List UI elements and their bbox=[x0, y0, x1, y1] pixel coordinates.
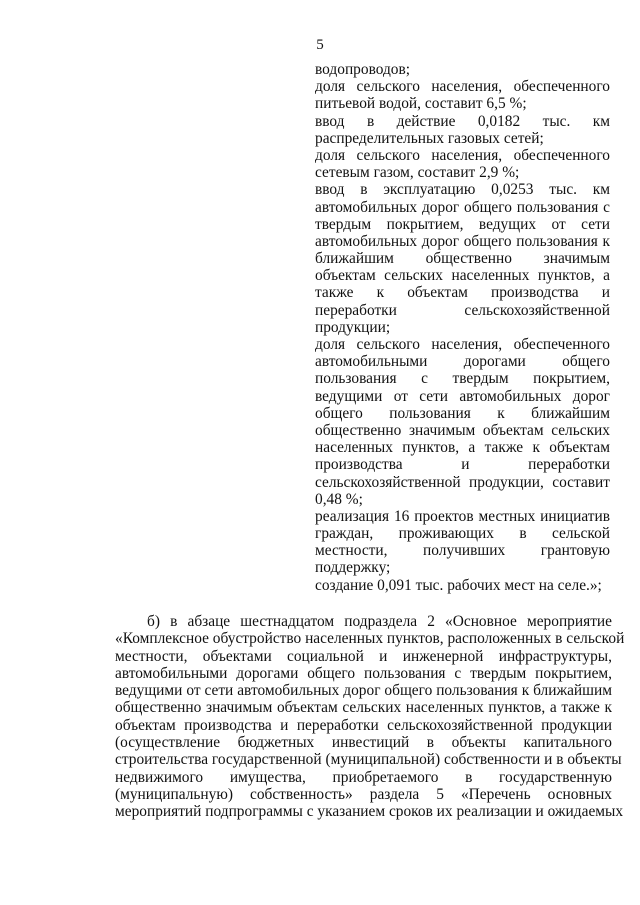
amendment-paragraph bbox=[115, 613, 625, 821]
quoted-text-line: распределительных газовых сетей; bbox=[315, 129, 544, 147]
quoted-text-line: общего пользования к ближайшим bbox=[315, 404, 610, 422]
quoted-text-line: населенных пунктов, а также к объектам bbox=[315, 439, 610, 457]
paragraph-line: строительства государственной (муниципальной) собственности и в объекты bbox=[115, 751, 622, 769]
quoted-text-line: пользования с твердым покрытием, bbox=[315, 370, 610, 388]
quoted-text-line: ближайшим общественно значимым bbox=[315, 250, 610, 268]
quoted-text-line: сельскохозяйственной продукции, составит bbox=[315, 473, 610, 491]
quoted-text-line: реализация 16 проектов местных инициатив bbox=[315, 507, 610, 525]
paragraph-line: ведущими от сети автомобильных дорог общего пользования к ближайшим bbox=[115, 682, 612, 700]
quoted-text-line: сетевым газом, составит 2,9 %; bbox=[315, 164, 520, 182]
quoted-text-line: автомобильных дорог общего пользования к bbox=[315, 232, 610, 250]
paragraph-line: недвижимого имущества, приобретаемого в государственную bbox=[115, 768, 612, 786]
quoted-text-line: объектам сельских населенных пунктов, а bbox=[315, 267, 610, 285]
quoted-text-line: питьевой водой, составит 6,5 %; bbox=[315, 95, 527, 113]
quoted-text-line: автомобильными дорогами общего bbox=[315, 353, 610, 371]
paragraph-line: мероприятий подпрограммы с указанием сроков их реализации и ожидаемых bbox=[115, 803, 624, 821]
quoted-text-line: автомобильных дорог общего пользования с bbox=[315, 198, 610, 216]
quoted-text-line: общественно значимым объектам сельских bbox=[315, 421, 610, 439]
paragraph-line: (осуществление бюджетных инвестиций в объекты капитального bbox=[115, 734, 612, 752]
quoted-text-line: водопроводов; bbox=[315, 61, 411, 78]
paragraph-line: «Комплексное обустройство населенных пунктов, расположенных в сельской bbox=[115, 630, 625, 648]
quoted-text-line: ввод в действие 0,0182 тыс. км bbox=[315, 112, 610, 130]
paragraph-line: (муниципальную) собственность» раздела 5 «Перечень основных bbox=[115, 785, 612, 803]
quoted-text-line: граждан, проживающих в сельской bbox=[315, 525, 610, 543]
quoted-text-line: продукции; bbox=[315, 318, 391, 336]
paragraph-line: б) в абзаце шестнадцатом подраздела 2 «Основное мероприятие bbox=[147, 613, 612, 630]
quoted-text-line: местности, получивших грантовую bbox=[315, 542, 610, 560]
paragraph-line: местности, объектами социальной и инженерной инфраструктуры, bbox=[115, 647, 612, 665]
quoted-text-line: 0,48 %; bbox=[315, 490, 363, 508]
quoted-text-line: доля сельского населения, обеспеченного bbox=[315, 78, 610, 96]
quoted-text-line: производства и переработки bbox=[315, 456, 610, 474]
quoted-text-line: доля сельского населения, обеспеченного bbox=[315, 146, 610, 164]
paragraph-line: объектам производства и переработки сельскохозяйственной продукции bbox=[115, 716, 612, 734]
quoted-text-line: ввод в эксплуатацию 0,0253 тыс. км bbox=[315, 181, 610, 199]
quoted-text-line: ведущими от сети автомобильных дорог bbox=[315, 387, 610, 405]
paragraph-line: общественно значимым объектам сельских населенных пунктов, а также к bbox=[115, 699, 612, 717]
quoted-text-line: твердым покрытием, ведущих от сети bbox=[315, 215, 610, 233]
quoted-text-line: также к объектам производства и bbox=[315, 284, 610, 302]
quoted-text-line: поддержку; bbox=[315, 559, 391, 577]
paragraph-line: автомобильными дорогами общего пользования с твердым покрытием, bbox=[115, 664, 612, 682]
quoted-text-line: доля сельского населения, обеспеченного bbox=[315, 336, 610, 353]
quoted-text-block bbox=[315, 61, 610, 594]
quoted-text-line: создание 0,091 тыс. рабочих мест на селе.»; bbox=[315, 576, 602, 594]
page-number: 5 bbox=[316, 37, 324, 53]
quoted-text-line: переработки сельскохозяйственной bbox=[315, 301, 610, 319]
